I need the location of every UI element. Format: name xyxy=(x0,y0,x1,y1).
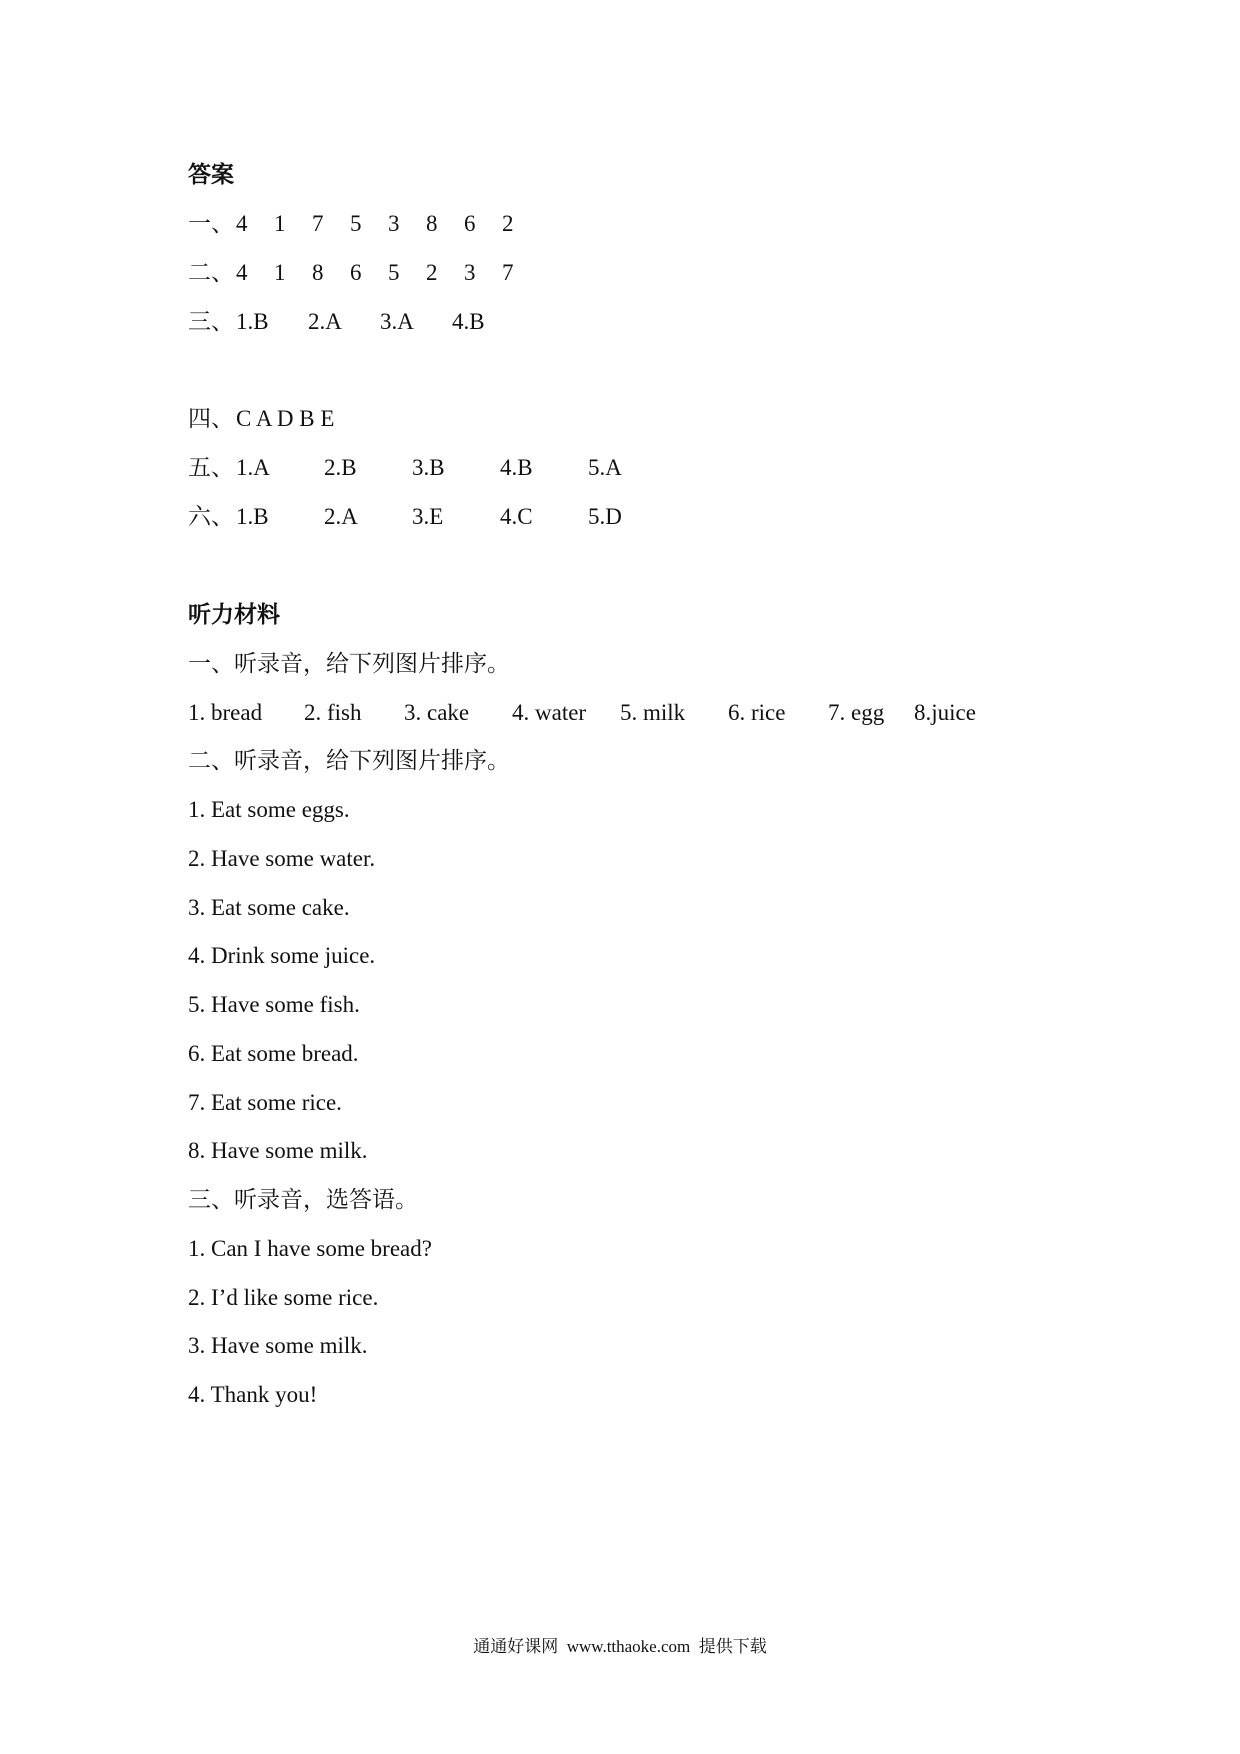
answer-item: 5.A xyxy=(588,455,622,480)
word-item: 2. fish xyxy=(304,700,362,725)
answer-item: 7 xyxy=(502,260,514,285)
answer-row-6 xyxy=(188,502,622,532)
section1-heading: 一、听录音，给下列图片排序。 xyxy=(188,651,510,676)
word-item: 6. rice xyxy=(728,700,786,725)
list-item: 5. Have some fish. xyxy=(188,992,360,1017)
answer-item: 1 xyxy=(274,260,286,285)
answer-item: 8 xyxy=(312,260,324,285)
answer-item: 3 xyxy=(388,211,400,236)
answer-item: 6 xyxy=(350,260,362,285)
answer-item: 4.C xyxy=(500,504,533,529)
list-item: 4. Drink some juice. xyxy=(188,943,376,968)
page-footer: 通通好课网 www.tthaoke.com 提供下载 xyxy=(473,1637,767,1656)
answer-item: 3 xyxy=(464,260,476,285)
answers-title: 答案 xyxy=(188,162,234,188)
answer-item: 4.B xyxy=(500,455,533,480)
answer-item: 5.D xyxy=(588,504,622,529)
list-item: 1. Eat some eggs. xyxy=(188,797,350,822)
answer-item: 3.B xyxy=(412,455,445,480)
answer-row-1 xyxy=(188,209,514,239)
answer-item: 4.B xyxy=(452,309,485,334)
list-item: 4. Thank you! xyxy=(188,1382,318,1407)
answer-item: 1.B xyxy=(236,309,269,334)
answer-row-prefix: 三、 xyxy=(188,309,234,334)
word-item: 4. water xyxy=(512,700,587,725)
answer-item: 1.A xyxy=(236,455,270,480)
word-item: 5. milk xyxy=(620,700,686,725)
answer-item: 2 xyxy=(502,211,514,236)
answer-item: C A D B E xyxy=(236,406,335,431)
answer-item: 1.B xyxy=(236,504,269,529)
answer-item: 6 xyxy=(464,211,476,236)
answer-item: 2 xyxy=(426,260,438,285)
answer-row-prefix: 四、 xyxy=(188,406,234,431)
answer-item: 8 xyxy=(426,211,438,236)
answer-row-3 xyxy=(188,307,485,337)
section1-word-list xyxy=(188,698,976,728)
answer-item: 5 xyxy=(350,211,362,236)
list-item: 3. Have some milk. xyxy=(188,1333,368,1358)
answer-row-4 xyxy=(188,404,334,434)
answer-row-prefix: 二、 xyxy=(188,260,234,285)
answer-row-prefix: 一、 xyxy=(188,211,234,236)
word-item: 8.juice xyxy=(914,700,976,725)
list-item: 2. Have some water. xyxy=(188,846,376,871)
answer-item: 2.B xyxy=(324,455,357,480)
answer-item: 5 xyxy=(388,260,400,285)
list-item: 6. Eat some bread. xyxy=(188,1041,359,1066)
list-item: 1. Can I have some bread? xyxy=(188,1236,432,1261)
answer-item: 3.E xyxy=(412,504,444,529)
list-item: 8. Have some milk. xyxy=(188,1138,368,1163)
list-item: 2. I’d like some rice. xyxy=(188,1285,379,1310)
section2-heading: 二、听录音，给下列图片排序。 xyxy=(188,748,510,773)
listening-title: 听力材料 xyxy=(188,602,280,628)
list-item: 3. Eat some cake. xyxy=(188,895,350,920)
answer-row-2 xyxy=(188,258,514,288)
answer-item: 4 xyxy=(236,211,248,236)
answer-row-prefix: 五、 xyxy=(188,455,234,480)
answer-item: 1 xyxy=(274,211,286,236)
answer-item: 2.A xyxy=(308,309,342,334)
answer-row-5 xyxy=(188,453,622,483)
word-item: 7. egg xyxy=(828,700,885,725)
word-item: 3. cake xyxy=(404,700,470,725)
word-item: 1. bread xyxy=(188,700,263,725)
section3-heading: 三、听录音，选答语。 xyxy=(188,1187,418,1212)
answer-item: 7 xyxy=(312,211,324,236)
answer-item: 4 xyxy=(236,260,248,285)
answer-row-prefix: 六、 xyxy=(188,504,234,529)
list-item: 7. Eat some rice. xyxy=(188,1090,342,1115)
answer-item: 3.A xyxy=(380,309,414,334)
answer-item: 2.A xyxy=(324,504,358,529)
